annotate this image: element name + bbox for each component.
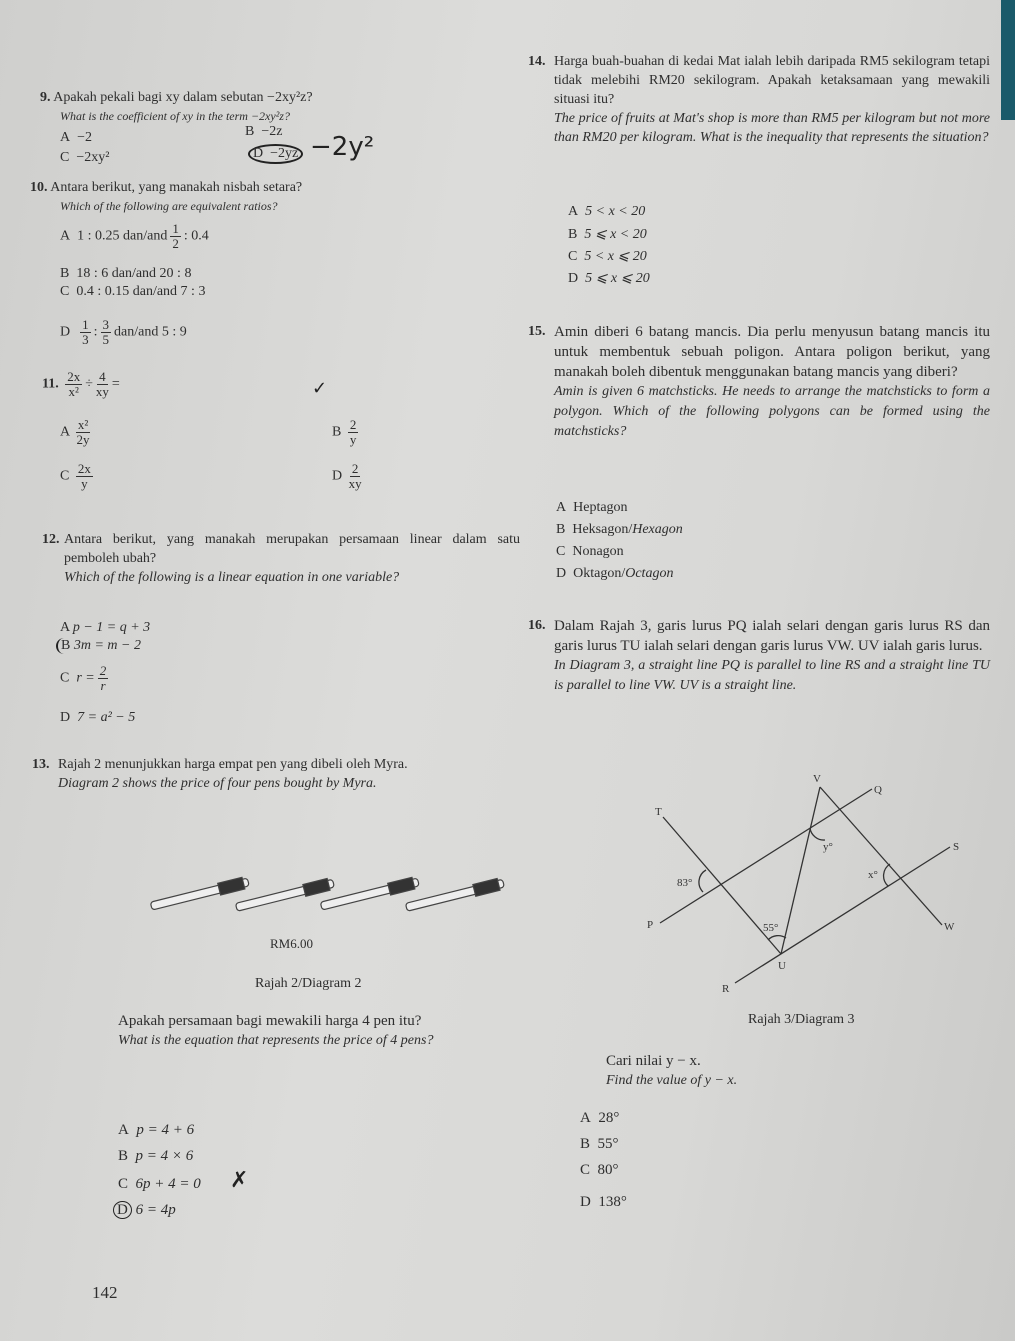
q12-option-a[interactable]: A p − 1 = q + 3 — [60, 620, 151, 635]
pen-1 — [150, 876, 250, 912]
question-12: 12. Antara berikut, yang manakah merupakan persamaan linear dalam satu pemboleh ubah? Which of the following is a linear equation in one variable? — [42, 532, 520, 585]
question-11: 11. $\frac{2x}{\text{x²}}$ ÷ $\frac{4}{xy}$ = — [42, 369, 120, 399]
q12-option-b[interactable]: B 3m = m − 2 — [56, 638, 141, 654]
q10-option-d[interactable]: D $\frac{1}{3}$ : $\frac{3}{5}$ dan/and 5 : 9 — [60, 317, 187, 347]
check-mark-icon: ✓ — [312, 378, 328, 399]
diagram-2-caption: Rajah 2/Diagram 2 — [255, 976, 362, 991]
q16-option-b[interactable]: B 55° — [580, 1136, 619, 1152]
q9-text-en: What is the coefficient of xy in the term −2xy²z? — [60, 109, 290, 123]
q14-option-b[interactable]: B 5 ⩽ x < 20 — [568, 227, 647, 242]
question-14: 14. Harga buah-buahan di kedai Mat ialah lebih daripada RM5 sekilogram tetapi tidak melebihi RM20 sekilogram. Apakah ketaksamaan yang mewakili situasi itu? The price of fruits at Mat's shop is more than RM5 per kilogram but not more than RM20 per kilogram. What is the inequality that represents the situation? — [528, 54, 990, 145]
q11-option-b[interactable]: B $\frac{2}{y}$ — [332, 417, 357, 447]
q12-option-d[interactable]: D 7 = a² − 5 — [60, 710, 136, 725]
label-q: Q — [874, 784, 882, 796]
q11-option-d[interactable]: D $\frac{2}{xy}$ — [332, 461, 362, 491]
q10-option-c[interactable]: C 0.4 : 0.15 dan/and 7 : 3 — [60, 284, 206, 299]
q16-option-a[interactable]: A 28° — [580, 1110, 620, 1126]
q13-option-d[interactable]: D 6 = 4p — [113, 1202, 176, 1219]
label-t: T — [655, 806, 662, 818]
pen-3 — [320, 876, 420, 912]
q10-option-b[interactable]: B 18 : 6 dan/and 20 : 8 — [60, 266, 192, 281]
q15-option-b[interactable]: B Heksagon/Hexagon — [556, 522, 683, 537]
q13-option-b[interactable]: B p = 4 × 6 — [118, 1148, 194, 1164]
q-number: 9. — [40, 90, 51, 105]
q9-option-a[interactable]: A −2 — [60, 130, 93, 145]
line-rs — [735, 847, 950, 983]
q16-option-c[interactable]: C 80° — [580, 1162, 619, 1178]
question-10: 10. Antara berikut, yang manakah nisbah setara? Which of the following are equivalent ratios? — [30, 178, 520, 216]
pen-4 — [405, 877, 505, 913]
q14-option-d[interactable]: D 5 ⩽ x ⩽ 20 — [568, 271, 650, 286]
angle-x: x° — [868, 869, 878, 881]
q10-text-en: Which of the following are equivalent ratios? — [60, 199, 278, 213]
q14-option-a[interactable]: A 5 < x < 20 — [568, 204, 646, 219]
page-number: 142 — [92, 1283, 118, 1302]
line-vw — [820, 787, 942, 925]
q13-option-a[interactable]: A p = 4 + 6 — [118, 1122, 195, 1138]
diagram-3-caption: Rajah 3/Diagram 3 — [748, 1012, 855, 1027]
label-v: V — [813, 773, 821, 785]
q9-option-c[interactable]: C −2xy² — [60, 150, 110, 165]
background-edge — [1001, 0, 1015, 120]
line-uv — [781, 787, 820, 954]
label-u: U — [778, 960, 786, 972]
label-w: W — [944, 921, 955, 933]
question-9 — [40, 88, 520, 126]
q15-option-a[interactable]: A Heptagon — [556, 500, 628, 515]
q9-option-d[interactable]: D −2yz — [248, 144, 303, 164]
q10-option-a[interactable]: A 1 : 0.25 dan/and $\frac{1}{2}$ : 0.4 — [60, 221, 209, 251]
angle-y: y° — [823, 841, 833, 853]
q13-question: Apakah persamaan bagi mewakili harga 4 pen itu? What is the equation that represents the price of 4 pens? — [118, 1013, 434, 1048]
handwritten-note: −2y² — [310, 132, 375, 162]
q14-option-c[interactable]: C 5 < x ⩽ 20 — [568, 249, 647, 264]
price-label: RM6.00 — [270, 936, 313, 951]
q13-option-c[interactable]: C 6p + 4 = 0 — [118, 1176, 201, 1192]
diagram-3 — [610, 760, 990, 1010]
angle-55: 55° — [763, 922, 779, 934]
question-16: 16. Dalam Rajah 3, garis lurus PQ ialah selari dengan garis lurus RS dan garis lurus TU ialah selari dengan garis lurus VW. UV ialah garis lurus. In Diagram 3, a straight line PQ is parallel to line RS and a straight line TU is parallel to line VW. UV is a straight line. — [528, 618, 990, 693]
pen-2 — [235, 877, 335, 913]
label-s: S — [953, 841, 960, 853]
pens-illustration — [140, 860, 520, 930]
angle-83: 83° — [677, 877, 693, 889]
q15-option-d[interactable]: D Oktagon/Octagon — [556, 566, 674, 581]
cross-mark-icon: ✗ — [230, 1168, 249, 1193]
q9-option-b[interactable]: B −2z — [245, 124, 283, 139]
q9-text-ms: Apakah pekali bagi xy dalam sebutan −2xy²z? — [53, 90, 313, 105]
question-13: 13. Rajah 2 menunjukkan harga empat pen yang dibeli oleh Myra. Diagram 2 shows the price of four pens bought by Myra. — [32, 757, 408, 791]
label-r: R — [722, 983, 730, 995]
q16-question: Cari nilai y − x. Find the value of y − x. — [606, 1053, 738, 1088]
question-15: 15. Amin diberi 6 batang mancis. Dia perlu menyusun batang mancis itu untuk membentuk sebuah poligon. Antara poligon berikut, yang manakah boleh dibentuk menggunakan batang mancis yang diberi? Amin is given 6 matchsticks. He needs to arrange the matchsticks to form a polygon. Which of the following polygons can be formed using the matchsticks? — [528, 324, 990, 439]
q15-option-c[interactable]: C Nonagon — [556, 544, 624, 559]
q11-option-a[interactable]: A $\frac{\text{x²}}{2y}$ — [60, 417, 90, 447]
q12-option-c[interactable]: C r = $\frac{2}{r}$ — [60, 663, 107, 693]
q11-option-c[interactable]: C $\frac{2x}{y}$ — [60, 461, 91, 491]
label-p: P — [647, 919, 654, 931]
q10-text-ms: Antara berikut, yang manakah nisbah setara? — [50, 180, 303, 195]
q16-option-d[interactable]: D 138° — [580, 1194, 627, 1210]
